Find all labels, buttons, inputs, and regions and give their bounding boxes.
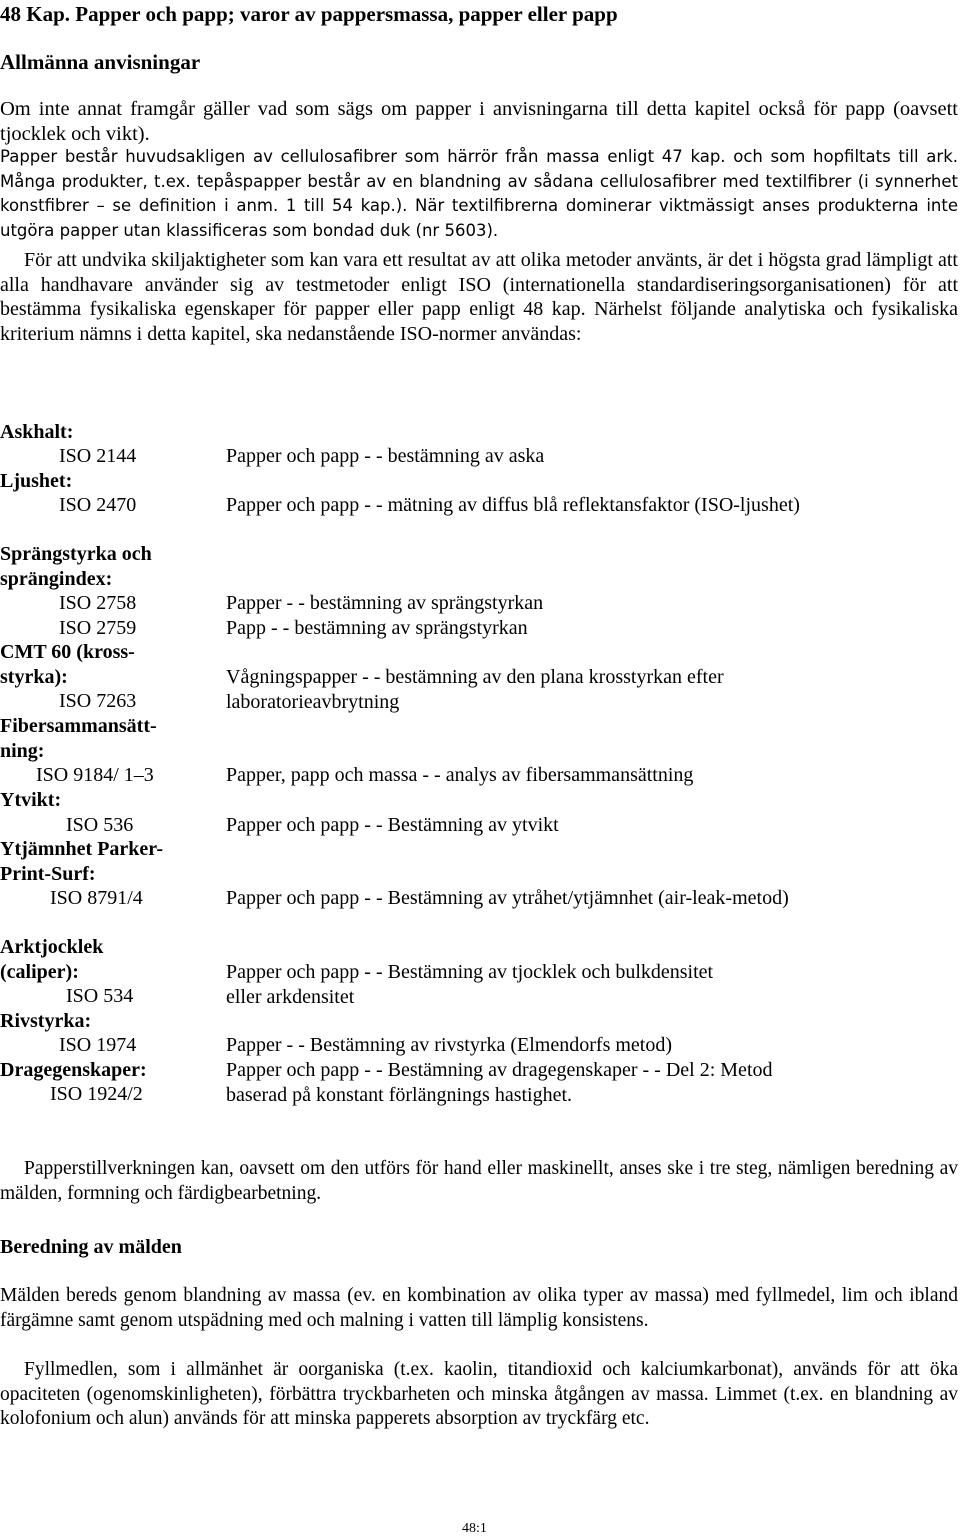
label-fiber-1: Fibersammansätt-	[0, 715, 157, 737]
label-ytvikt: Ytvikt:	[0, 789, 62, 811]
iso-7263: ISO 7263	[59, 690, 137, 712]
label-cmt-1: CMT 60 (kross-	[0, 641, 135, 663]
page-number: 48:1	[462, 1521, 487, 1536]
desc-iso-2144: Papper och papp - - bestämning av aska	[226, 445, 545, 467]
subheading-beredning: Beredning av mälden	[0, 1236, 182, 1258]
label-arktjocklek-1: Arktjocklek	[0, 936, 104, 958]
desc-iso-2758: Papper - - bestämning av sprängstyrkan	[226, 592, 544, 614]
label-ljushet: Ljushet:	[0, 470, 73, 492]
iso-2470: ISO 2470	[59, 494, 137, 516]
label-ytjamnhet-2: Print-Surf:	[0, 863, 96, 885]
label-fiber-2: ning:	[0, 740, 45, 762]
chapter-title: 48 Kap. Papper och papp; varor av pappersmassa, papper eller papp	[0, 2, 618, 26]
iso-9184: ISO 9184/ 1–3	[36, 764, 154, 786]
label-rivstyrka: Rivstyrka:	[0, 1010, 92, 1032]
label-sprangstyrka-1: Sprängstyrka och	[0, 543, 152, 565]
iso-2759: ISO 2759	[59, 617, 137, 639]
desc-iso-8791: Papper och papp - - Bestämning av ytråhet/ytjämnhet (air-leak-metod)	[226, 887, 789, 909]
label-cmt-2: styrka):	[0, 666, 68, 688]
iso-1974: ISO 1974	[59, 1034, 137, 1056]
intro-paragraph-2: Papper består huvudsakligen av cellulosafibrer som härrör från massa enligt 47 kap. och som hopfiltats till ark. Många produkter, t.ex. tepåspapper består av en blandning av sådana cellulosafibrer med textilfibrer (i synnerhet konstfibrer – se definition i anm. 1 till 54 kap.). När textilfibrerna dominerar viktmässigt anses produkterna inte utgöra papper utan klassificeras som bondad duk (nr 5603).	[0, 147, 958, 240]
label-dragegenskaper: Dragegenskaper:	[0, 1059, 147, 1081]
iso-536: ISO 536	[66, 814, 134, 836]
iso-534: ISO 534	[66, 985, 134, 1007]
desc-iso-7263: Vågningspapper - - bestämning av den plana krosstyrkan efter laboratorieavbrytning	[226, 666, 724, 713]
production-paragraph: Papperstillverkningen kan, oavsett om den utförs för hand eller maskinellt, anses ske i tre steg, nämligen beredning av mälden, formning och färdigbearbetning.	[0, 1158, 958, 1204]
desc-iso-2470: Papper och papp - - mätning av diffus blå reflektansfaktor (ISO-ljushet)	[226, 494, 800, 516]
label-askhalt: Askhalt:	[0, 421, 74, 443]
iso-1924: ISO 1924/2	[50, 1083, 143, 1105]
desc-iso-534: Papper och papp - - Bestämning av tjocklek och bulkdensitet eller arkdensitet	[226, 961, 714, 1008]
desc-iso-1924: Papper och papp - - Bestämning av dragegenskaper - - Del 2: Metod baserad på konstant förlängnings hastighet.	[226, 1059, 773, 1106]
intro-paragraph-1: Om inte annat framgår gäller vad som sägs om papper i anvisningarna till detta kapitel också för papp (oavsett tjocklek och vikt).	[0, 98, 958, 145]
iso-2758: ISO 2758	[59, 592, 137, 614]
beredning-paragraph-1: Mälden bereds genom blandning av massa (ev. en kombination av olika typer av massa) med fyllmedel, lim och ibland färgämne samt genom utspädning med och malning i vatten till lämplig konsistens.	[0, 1285, 958, 1331]
iso-8791: ISO 8791/4	[50, 887, 143, 909]
beredning-paragraph-2: Fyllmedlen, som i allmänhet är oorganiska (t.ex. kaolin, titandioxid och kalciumkarbonat), används för att öka opaciteten (ogenomskinligheten), förbättra tryckbarheten och minska åtgången av massa. Limmet (t.ex. en blandning av kolofonium och alun) används för att minska papperets absorption av tryckfärg etc.	[0, 1359, 958, 1429]
label-ytjamnhet-1: Ytjämnhet Parker-	[0, 838, 164, 860]
desc-iso-2759: Papp - - bestämning av sprängstyrkan	[226, 617, 528, 639]
label-sprangstyrka-2: sprängindex:	[0, 568, 113, 590]
iso-2144: ISO 2144	[59, 445, 137, 467]
label-arktjocklek-2: (caliper):	[0, 961, 79, 983]
section-heading: Allmänna anvisningar	[0, 50, 201, 74]
intro-paragraph-3: För att undvika skiljaktigheter som kan vara ett resultat av att olika metoder använts, är det i högsta grad lämpligt att alla handhavare använder sig av testmetoder enligt ISO (internationella standardiseringsorganisationen) för att bestämma fysikaliska egenskaper för papper eller papp enligt 48 kap. Närhelst följande analytiska och fysikaliska kriterium nämns i detta kapitel, ska nedanstående ISO-normer användas:	[0, 249, 958, 345]
desc-iso-1974: Papper - - Bestämning av rivstyrka (Elmendorfs metod)	[226, 1034, 672, 1056]
desc-iso-9184: Papper, papp och massa - - analys av fibersammansättning	[226, 764, 694, 786]
desc-iso-536: Papper och papp - - Bestämning av ytvikt	[226, 814, 559, 836]
